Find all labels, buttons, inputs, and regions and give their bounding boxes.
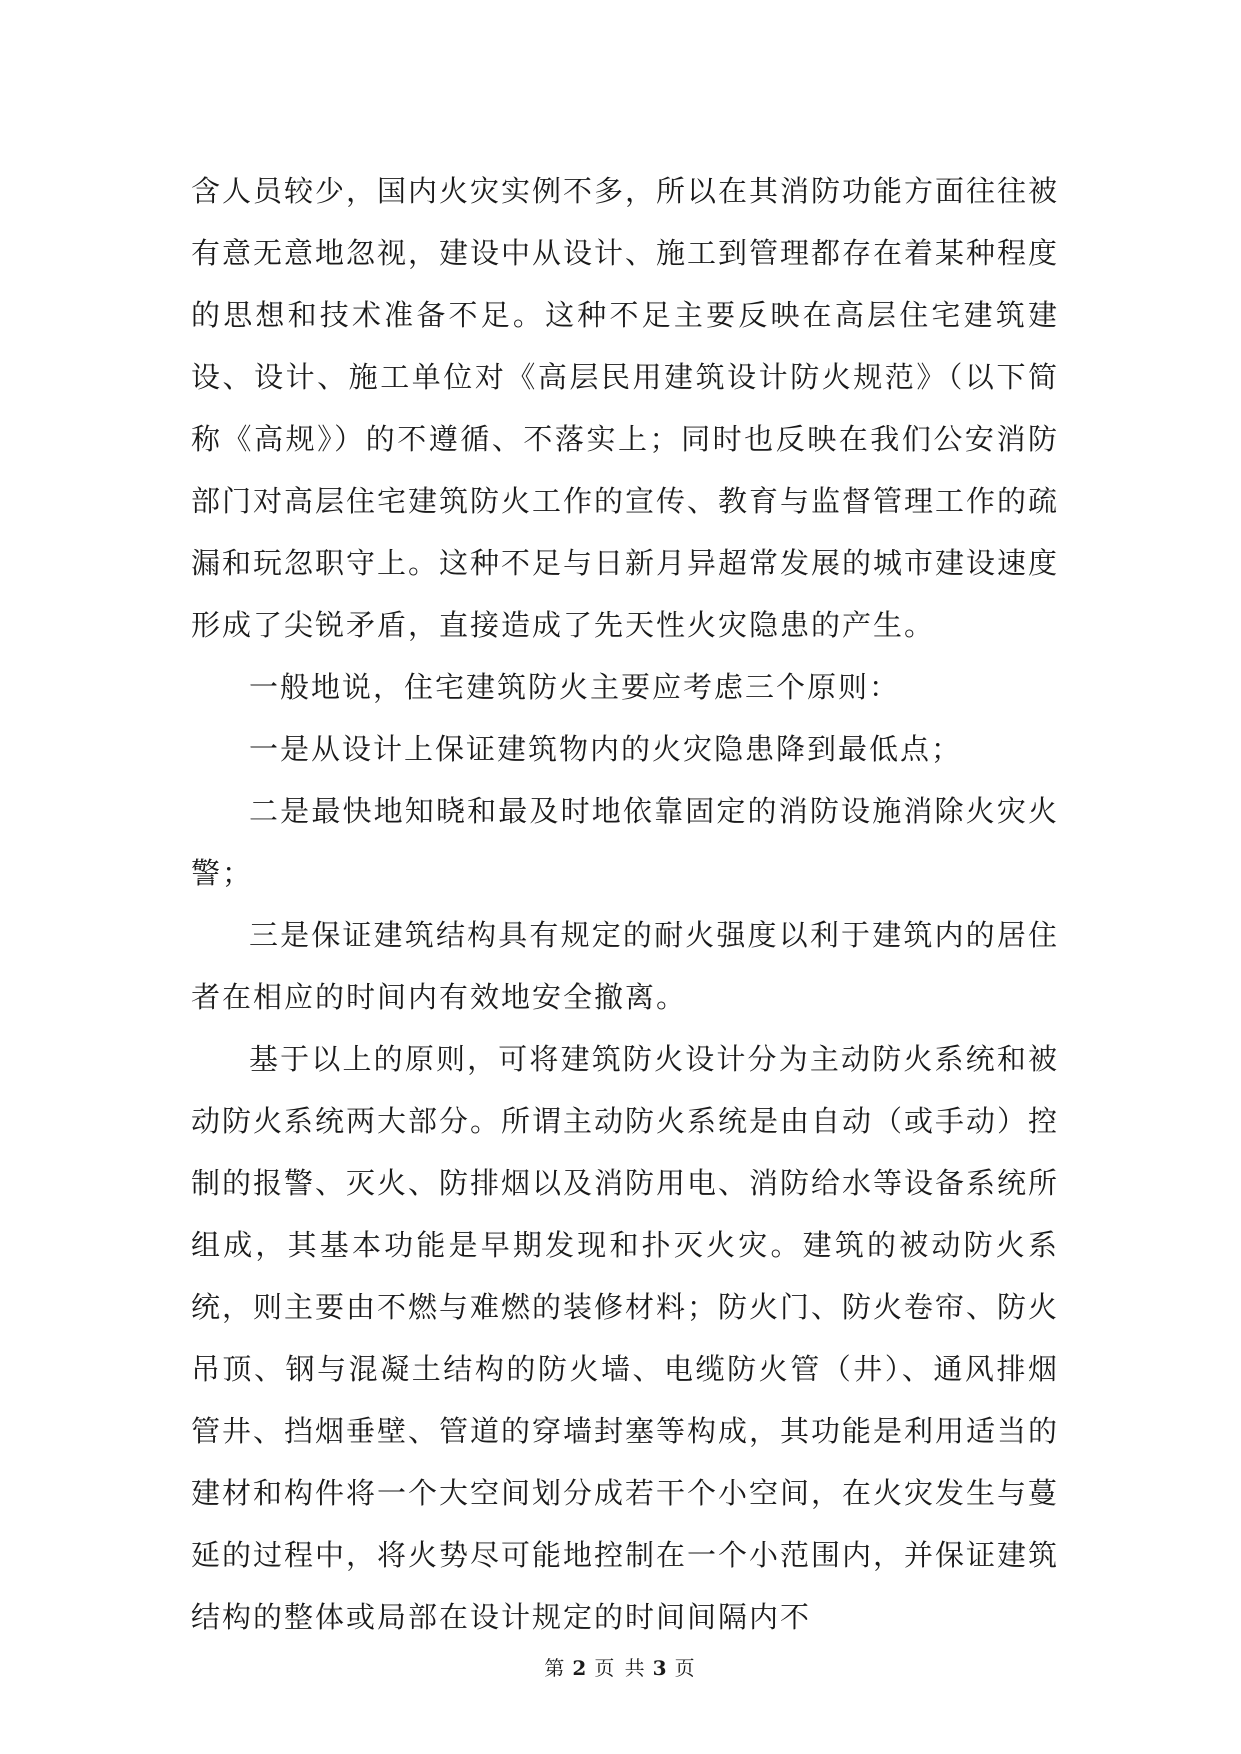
paragraph-principle-one: 一是从设计上保证建筑物内的火灾隐患降到最低点； xyxy=(249,732,963,766)
footer-suffix: 页 xyxy=(674,1656,697,1680)
paragraph-principles-intro: 一般地说，住宅建筑防火主要应考虑三个原则： xyxy=(249,670,901,704)
body-text xyxy=(191,160,1059,1648)
current-page-number: 2 xyxy=(572,1656,589,1680)
paragraph-principle-three: 三是保证建筑结构具有规定的耐火强度以利于建筑内的居住者在相应的时间内有效地安全撤离。 xyxy=(191,918,1059,1014)
total-page-count: 3 xyxy=(652,1656,669,1680)
footer-middle: 页 共 xyxy=(594,1656,647,1680)
paragraph-principle-two: 二是最快地知晓和最及时地依靠固定的消防设施消除火灾火警； xyxy=(191,794,1059,890)
footer-prefix: 第 xyxy=(544,1656,567,1680)
page-footer xyxy=(0,1652,1241,1681)
paragraph-continuation: 含人员较少，国内火灾实例不多，所以在其消防功能方面往往被有意无意地忽视，建设中从设计、施工到管理都存在着某种程度的思想和技术准备不足。这种不足主要反映在高层住宅建筑建设、设计、施工单位对《高层民用建筑设计防火规范》（以下简称《高规》）的不遵循、不落实上；同时也反映在我们公安消防部门对高层住宅建筑防火工作的宣传、教育与监督管理工作的疏漏和玩忽职守上。这种不足与日新月异超常发展的城市建设速度形成了尖锐矛盾，直接造成了先天性火灾隐患的产生。 xyxy=(191,174,1060,642)
paragraph-fire-protection-systems: 基于以上的原则，可将建筑防火设计分为主动防火系统和被动防火系统两大部分。所谓主动防火系统是由自动（或手动）控制的报警、灭火、防排烟以及消防用电、消防给水等设备系统所组成，其基本功能是早期发现和扑灭火灾。建筑的被动防火系统，则主要由不燃与难燃的装修材料；防火门、防火卷帘、防火吊顶、钢与混凝土结构的防火墙、电缆防火管（井）、通风排烟管井、挡烟垂壁、管道的穿墙封塞等构成，其功能是利用适当的建材和构件将一个大空间划分成若干个小空间，在火灾发生与蔓延的过程中，将火势尽可能地控制在一个小范围内，并保证建筑结构的整体或局部在设计规定的时间间隔内不 xyxy=(191,1042,1060,1634)
